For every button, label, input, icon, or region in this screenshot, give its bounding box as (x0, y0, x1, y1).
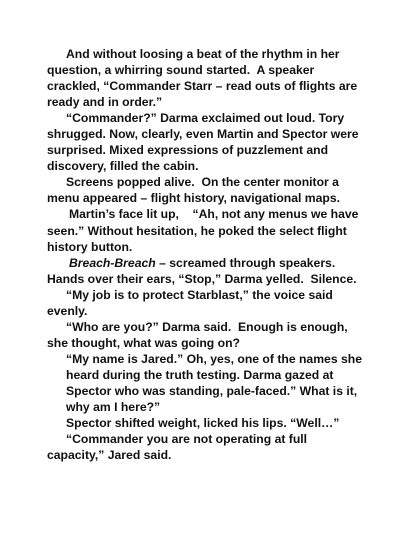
text-line: discovery, filled the cabin. (47, 159, 199, 174)
text-line: And without loosing a beat of the rhythm in her (66, 47, 340, 61)
text-line: ready and in order.” (47, 95, 163, 110)
text-line: history button. (47, 239, 133, 254)
text-line: Spector who was standing, pale-faced.” What is it, (66, 383, 358, 398)
text-line: question, a whirring sound started. A speaker (47, 63, 315, 78)
text-line: “Who are you?” Darma said. Enough is enough, (66, 319, 348, 334)
text-line: why am I here?” (66, 400, 161, 415)
text-line: crackled, “Commander Starr – read outs of flights are (47, 79, 358, 94)
text-line: heard during the truth testing. Darma gazed at (66, 367, 334, 382)
text-line: Martin’s face lit up, “Ah, not any menus we have (69, 207, 359, 222)
text-line: Hands over their ears, “Stop,” Darma yelled. Silence. (47, 271, 357, 286)
text-line: Screens popped alive. On the center monitor a (66, 175, 339, 190)
text-line: “Commander?” Darma exclaimed out loud. Tory (66, 111, 345, 126)
text-line: “My name is Jared.” Oh, yes, one of the names she (66, 351, 362, 366)
text-line: capacity,” Jared said. (47, 448, 172, 463)
text-line-rest: – screamed through speakers. (155, 255, 336, 270)
text-line: she thought, what was going on? (47, 335, 240, 350)
text-line: menu appeared – flight history, navigational maps. (47, 191, 341, 206)
text-line: “Commander you are not operating at full (66, 432, 308, 447)
text-line (47, 255, 392, 271)
text-line: surprised. Mixed expressions of puzzlement and (47, 143, 329, 158)
document-body (47, 46, 392, 463)
italic-sound-text: Breach-Breach (69, 255, 156, 270)
text-line: “My job is to protect Starblast,” the voice said (66, 287, 333, 302)
text-line: evenly. (47, 303, 88, 318)
text-line: shrugged. Now, clearly, even Martin and Spector were (47, 127, 359, 142)
text-line: seen.” Without hesitation, he poked the select flight (47, 223, 347, 238)
text-line: Spector shifted weight, licked his lips. “Well…” (66, 416, 340, 431)
